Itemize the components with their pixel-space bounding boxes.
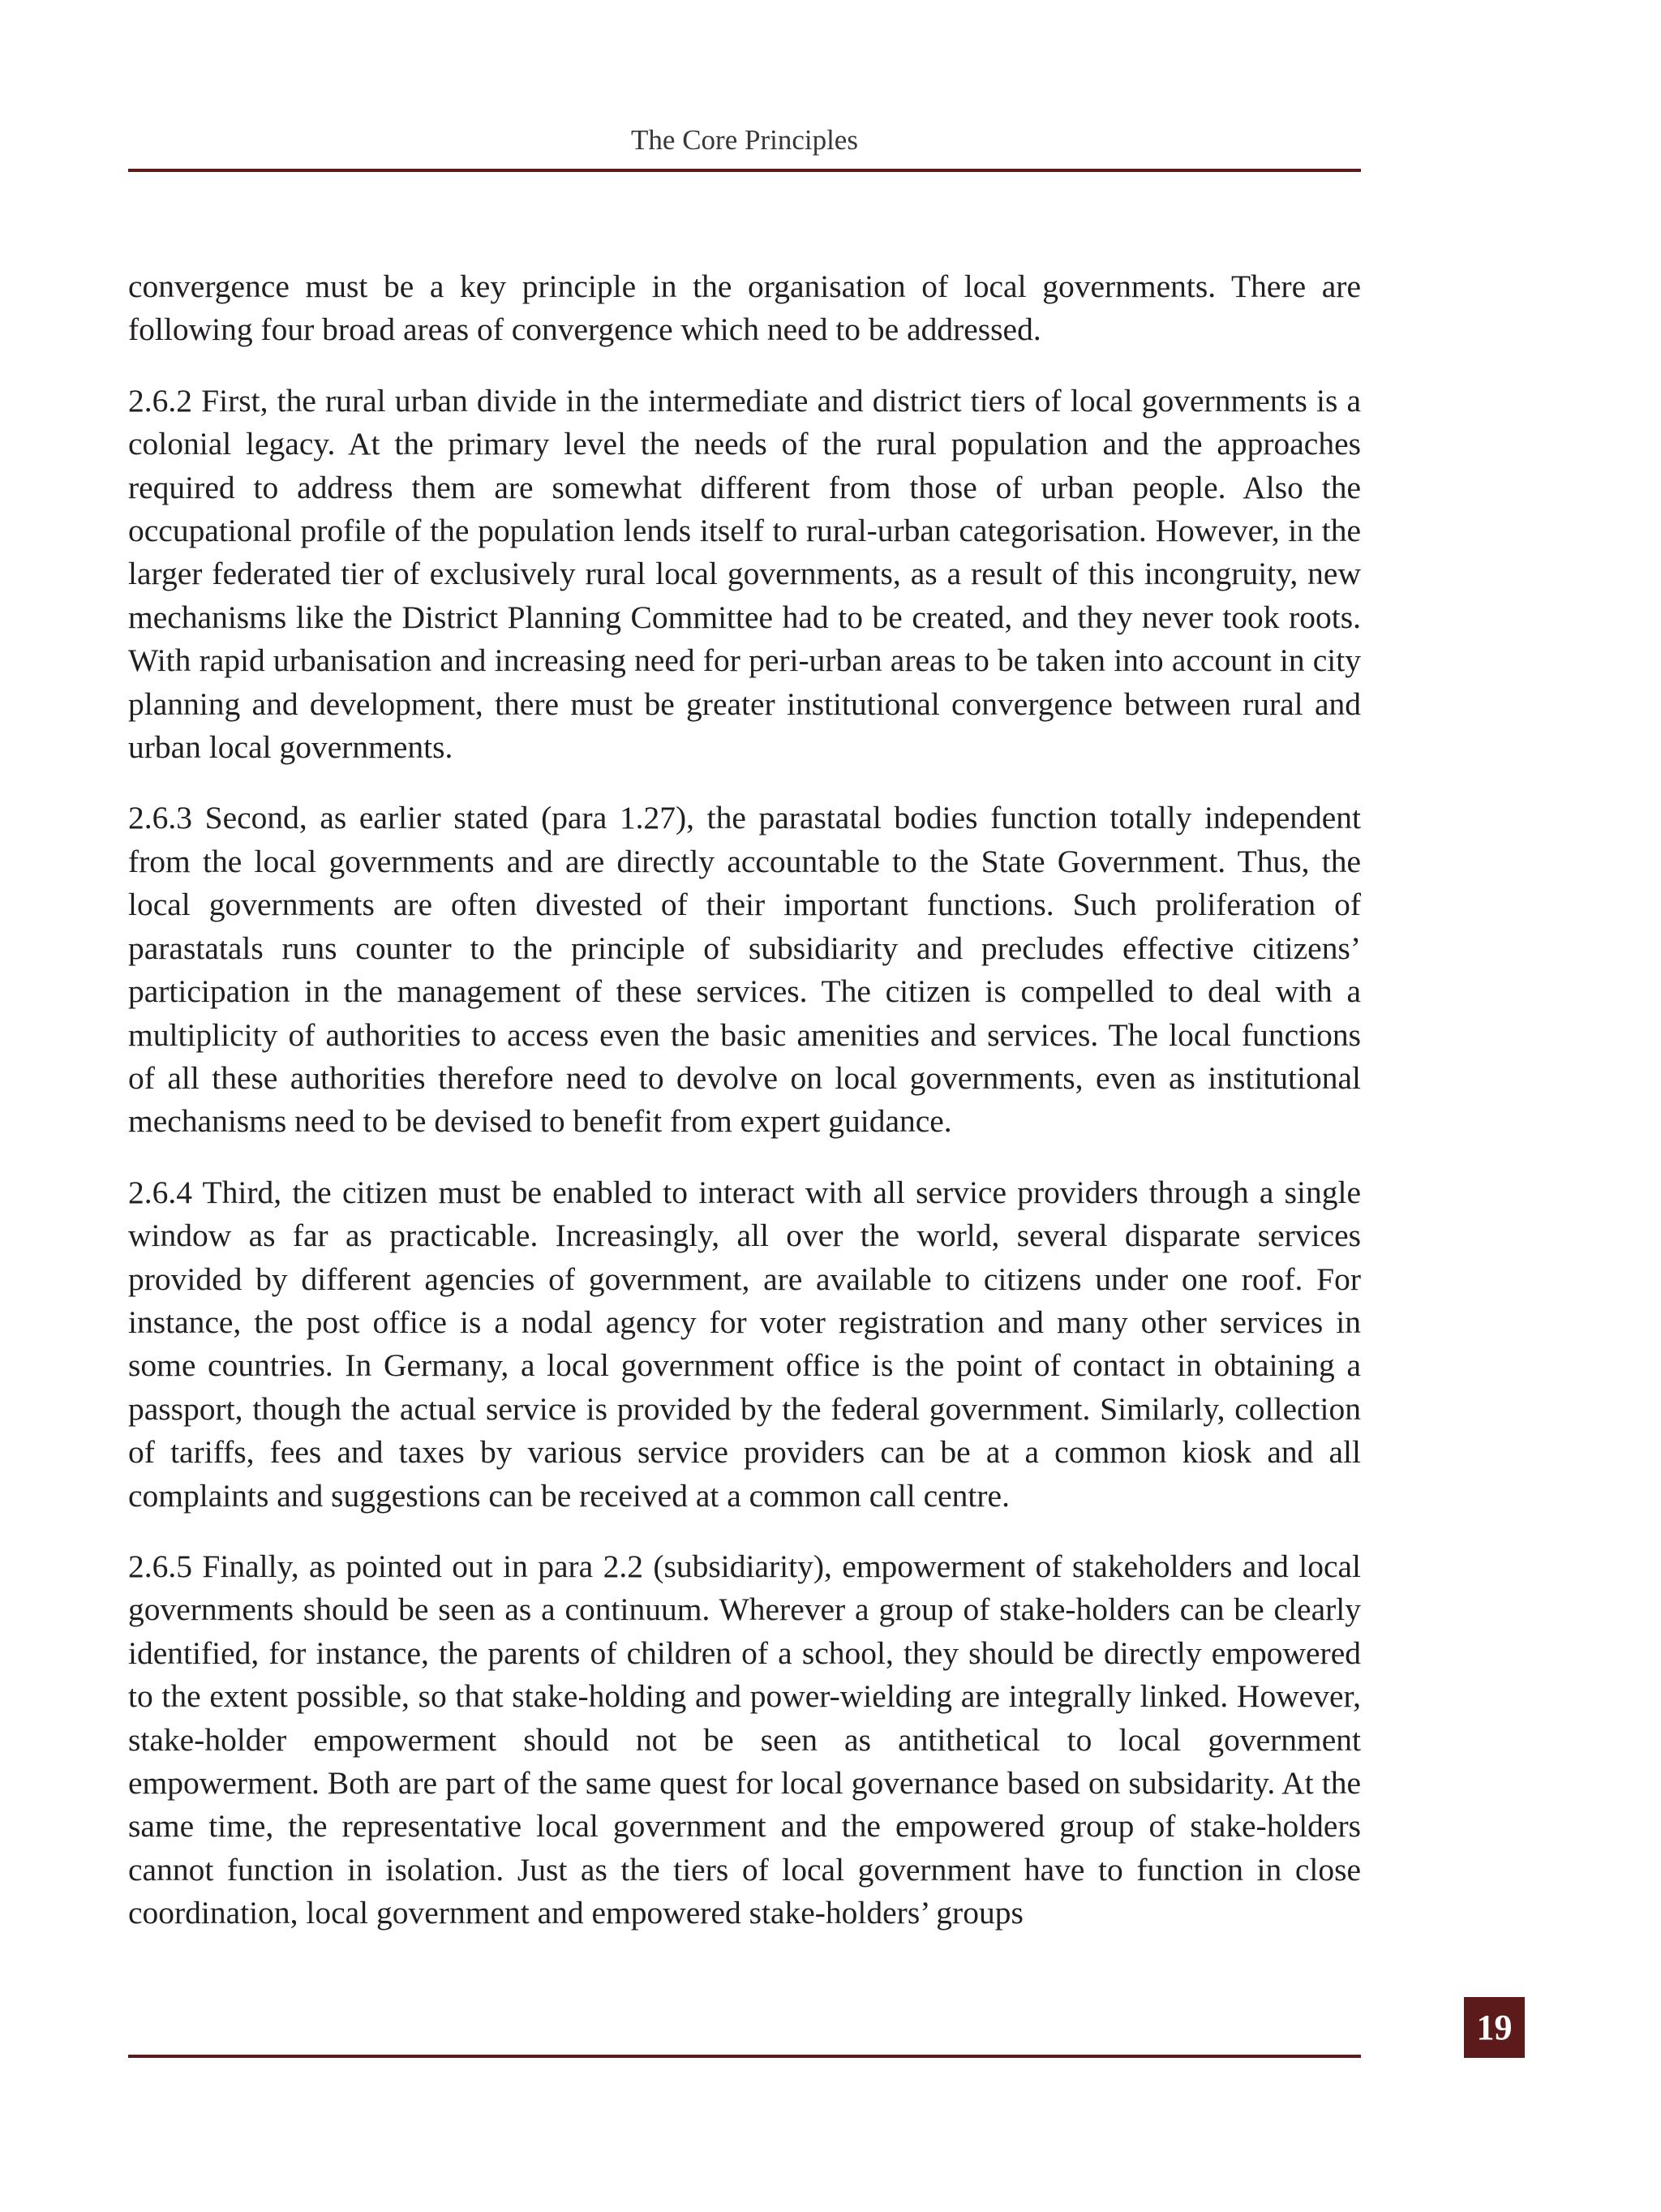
page-number-badge: 19	[1464, 1997, 1525, 2058]
paragraph-2-6-2: 2.6.2 First, the rural urban divide in the intermediate and district tiers of local governments is a colonial legacy. At the primary level the needs of the rural population and the approaches required to address them are somewhat different from those of urban people. Also the occupational profile of the population lends itself to rural-urban categorisation. However, in the larger federated tier of exclusively rural local governments, as a result of this incongruity, new mechanisms like the District Planning Committee had to be created, and they never took roots. With rapid urbanisation and increasing need for peri-urban areas to be taken into account in city planning and development, there must be greater institutional convergence between rural and urban local governments.	[128, 382, 1361, 766]
paragraph-2-6-5: 2.6.5 Finally, as pointed out in para 2.2 (subsidiarity), empowerment of stakeholders and local governments should be seen as a continuum. Wherever a group of stake-holders can be clearly identified, for instance, the parents of children of a school, they should be directly empowered to the extent possible, so that stake-holding and power-wielding are integrally linked. However, stake-holder empowerment should not be seen as antithetical to local government empowerment. Both are part of the same quest for local governance based on subsidarity. At the same time, the representative local government and the empowered group of stake-holders cannot function in isolation. Just as the tiers of local government have to function in close coordination, local government and empowered stake-holders’ groups	[128, 1548, 1361, 1931]
body-text	[128, 265, 1361, 1963]
paragraph-continuation: convergence must be a key principle in the organisation of local governments. There are following four broad areas of convergence which need to be addressed.	[128, 268, 1361, 348]
footer-rule	[128, 2055, 1361, 2058]
paragraph-2-6-4: 2.6.4 Third, the citizen must be enabled to interact with all service providers through a single window as far as practicable. Increasingly, all over the world, several disparate services provided by different agencies of government, are available to citizens under one roof. For instance, the post office is a nodal agency for voter registration and many other services in some countries. In Germany, a local government office is the point of contact in obtaining a passport, though the actual service is provided by the federal government. Similarly, collection of tariffs, fees and taxes by various service providers can be at a common kiosk and all complaints and suggestions can be received at a common call centre.	[128, 1174, 1361, 1514]
running-header: The Core Principles	[631, 124, 858, 156]
paragraph-2-6-3: 2.6.3 Second, as earlier stated (para 1.27), the parastatal bodies function totally independent from the local governments and are directly accountable to the State Government. Thus, the local governments are often divested of their important functions. Such proliferation of parastatals runs counter to the principle of subsidiarity and precludes effective citizens’ participation in the management of these services. The citizen is compelled to deal with a multiplicity of authorities to access even the basic amenities and services. The local functions of all these authorities therefore need to devolve on local governments, even as institutional mechanisms need to be devised to benefit from expert guidance.	[128, 800, 1361, 1140]
header-rule	[128, 169, 1361, 172]
